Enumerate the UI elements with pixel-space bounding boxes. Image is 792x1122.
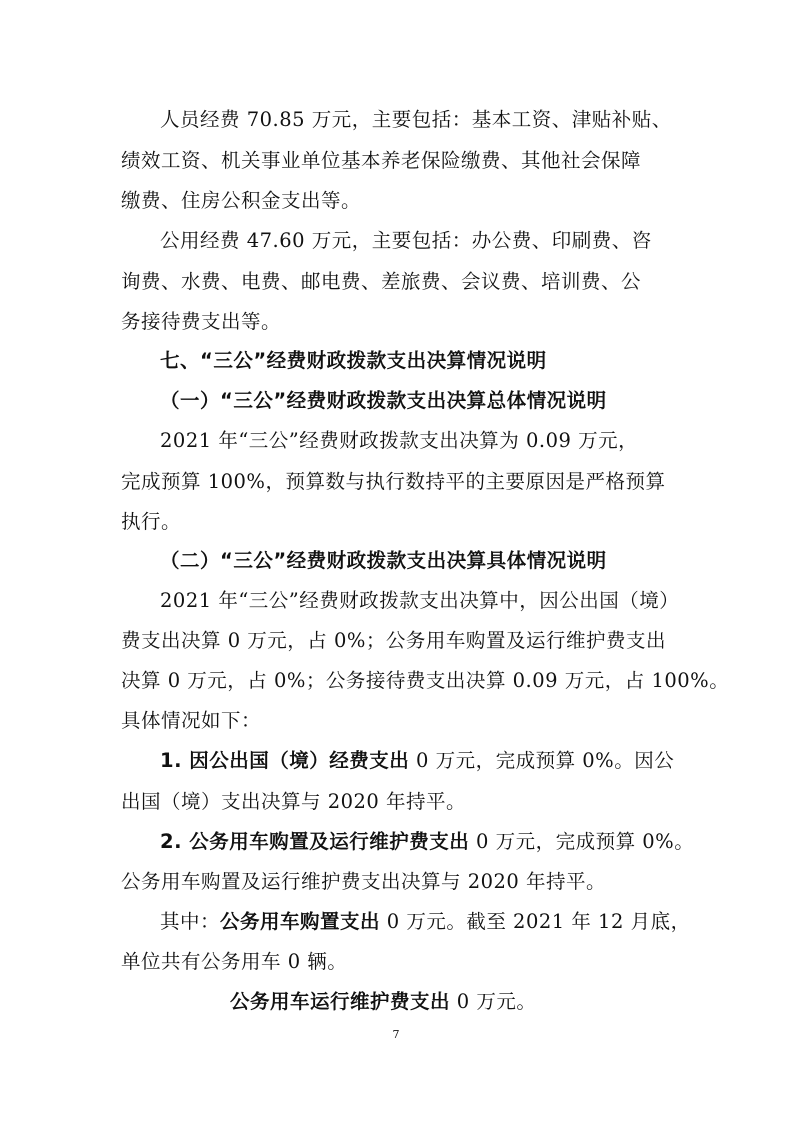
operation-bold-label: 公务用车运行维护费支出 [230,990,451,1013]
item-1-line-2: 出国（境）支出决算与 2020 年持平。 [121,790,467,813]
overall-line-3: 执行。 [121,510,182,533]
subsection-heading-2: （二）“三公”经费财政拨款支出决算具体情况说明 [160,549,607,572]
item-1-bold-label: 1. 因公出国（境）经费支出 [160,749,410,772]
item-1-line-1 [160,748,674,774]
overall-line-2: 完成预算 100%，预算数与执行数持平的主要原因是严格预算 [121,470,666,493]
item-2-line-1 [160,829,694,855]
personnel-expense-line-2: 绩效工资、机关事业单位基本养老保险缴费、其他社会保障 [121,149,642,172]
overall-line-1: 2021 年“三公”经费财政拨款支出决算为 0.09 万元， [160,429,639,452]
page-number: 7 [392,1028,400,1041]
among-text: 0 万元。截至 2021 年 12 月底， [380,910,691,933]
among-prefix: 其中： [160,910,221,933]
personnel-expense-line-1: 人员经费 70.85 万元，主要包括：基本工资、津贴补贴、 [160,108,672,131]
detail-line-3: 决算 0 万元，占 0%；公务接待费支出决算 0.09 万元，占 100%。 [121,669,730,692]
personnel-expense-line-3: 缴费、住房公积金支出等。 [121,189,362,212]
item-1-text: 0 万元，完成预算 0%。因公 [409,749,675,772]
public-expense-line-3: 务接待费支出等。 [121,310,282,333]
item-2-line-2: 公务用车购置及运行维护费支出决算与 2020 年持平。 [121,870,607,893]
detail-line-2: 费支出决算 0 万元，占 0%；公务用车购置及运行维护费支出 [121,629,666,652]
item-2-text: 0 万元，完成预算 0%。 [469,830,695,853]
public-expense-line-2: 询费、水费、电费、邮电费、差旅费、会议费、培训费、公 [121,270,642,293]
section-heading: 七、“三公”经费财政拨款支出决算情况说明 [160,349,547,372]
among-line-1 [160,909,691,935]
among-bold-label: 公务用车购置支出 [220,910,381,933]
operation-text: 0 万元。 [450,990,537,1013]
operation-expense-line [230,989,536,1015]
item-2-bold-label: 2. 公务用车购置及运行维护费支出 [160,830,470,853]
public-expense-line-1: 公用经费 47.60 万元，主要包括：办公费、印刷费、咨 [160,229,652,252]
subsection-heading-1: （一）“三公”经费财政拨款支出决算总体情况说明 [160,389,607,412]
detail-line-4: 具体情况如下： [121,709,262,732]
among-line-2: 单位共有公务用车 0 辆。 [121,950,348,973]
detail-line-1: 2021 年“三公”经费财政拨款支出决算中，因公出国（境） [160,589,680,612]
